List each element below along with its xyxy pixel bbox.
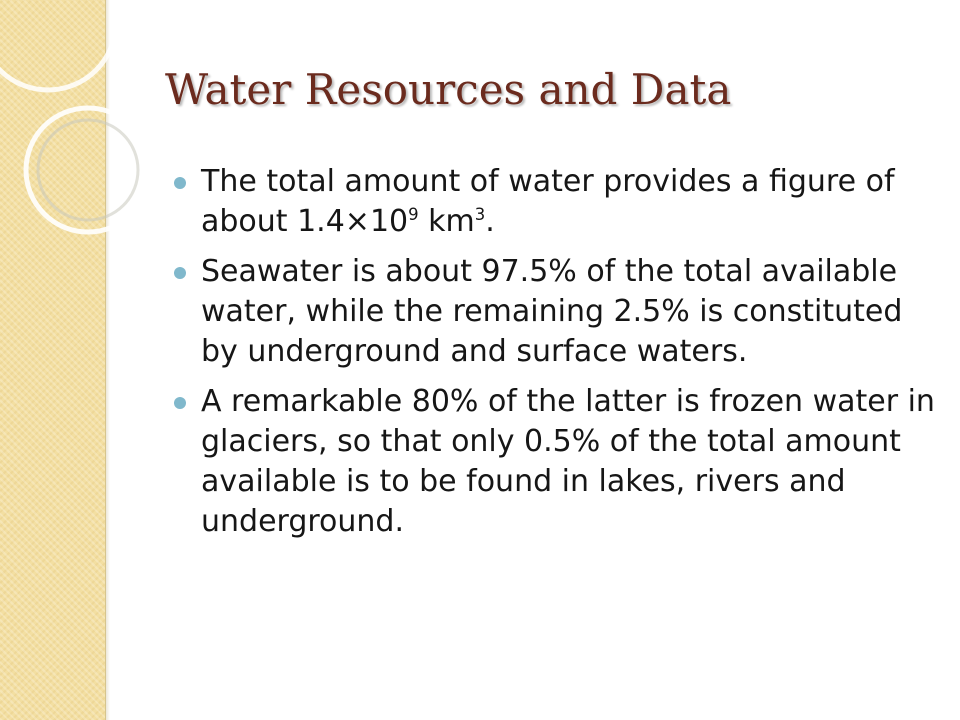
decorative-circle-large: [0, 0, 116, 90]
bullet-text: A remarkable 80% of the latter is frozen water in glaciers, so that only 0.5% of the total amount available is to be found in lakes, rivers and underground.: [201, 384, 935, 539]
unit-superscript: 3: [474, 205, 486, 224]
bullet-dot-icon: [174, 177, 186, 189]
exponent-superscript: 9: [408, 205, 419, 224]
bullet-list: [201, 162, 941, 552]
bullet-item-frozen-water: [201, 382, 941, 542]
bullet-text-part: km: [418, 204, 475, 239]
decorative-circles: [0, 0, 200, 250]
bullet-item-total-water: [201, 162, 941, 242]
bullet-text-part: .: [485, 204, 495, 239]
bullet-dot-icon: [174, 267, 186, 279]
bullet-dot-icon: [174, 397, 186, 409]
bullet-item-seawater: [201, 252, 941, 372]
decorative-circle-outer: [26, 108, 150, 232]
decorative-circle-inner: [38, 120, 138, 220]
bullet-text: Seawater is about 97.5% of the total available water, while the remaining 2.5% is constituted by underground and surface waters.: [201, 254, 903, 369]
slide-title: Water Resources and Data: [165, 65, 732, 114]
bullet-text-part: The total amount of water provides a figure of about 1.4×10: [201, 164, 895, 239]
